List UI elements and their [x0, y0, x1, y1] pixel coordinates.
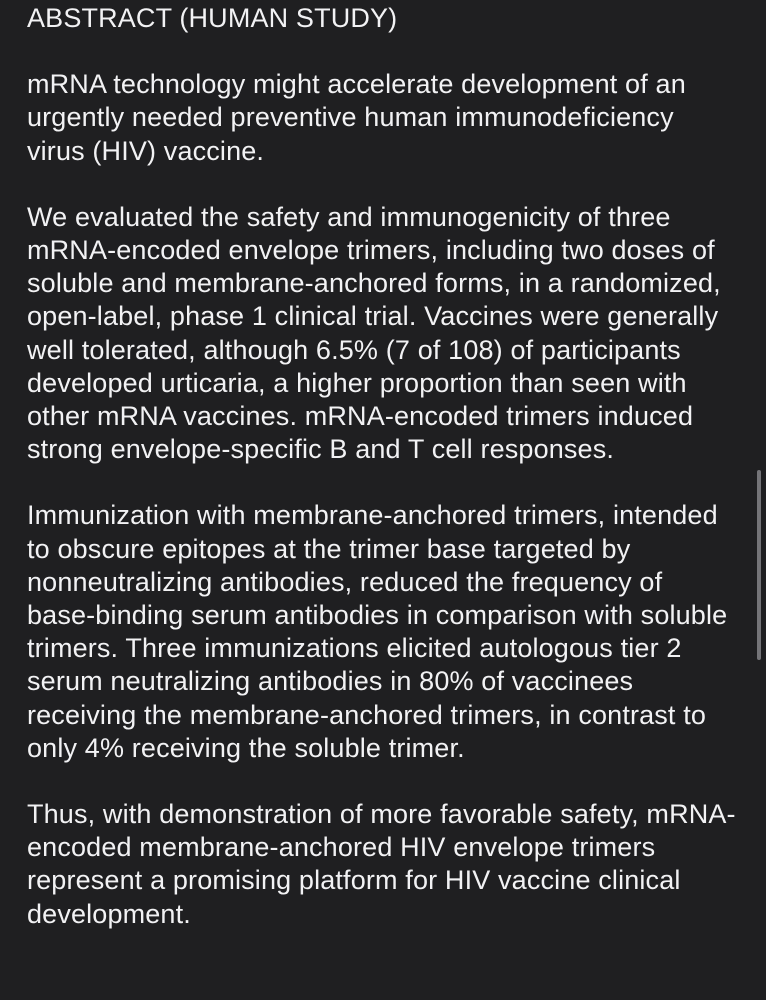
- abstract-heading: ABSTRACT (HUMAN STUDY): [27, 3, 398, 33]
- spacer: [27, 168, 737, 201]
- spacer: [27, 765, 737, 798]
- spacer: [27, 35, 737, 68]
- paragraph-intro: mRNA technology might accelerate development of an urgently needed preventive human immunodeficiency virus (HIV) vaccine.: [27, 69, 686, 166]
- document-body: [27, 2, 737, 931]
- paragraph-immunization: Immunization with membrane-anchored trimers, intended to obscure epitopes at the trimer base targeted by nonneutralizing antibodies, reduced the frequency of base-binding serum antibodies in comparison with soluble trimers. Three immunizations elicited autologous tier 2 serum neutralizing antibodies in 80% of vaccinees receiving the membrane-anchored trimers, in contrast to only 4% receiving the soluble trimer.: [27, 500, 728, 763]
- vertical-scrollbar[interactable]: [757, 470, 761, 660]
- spacer: [27, 466, 737, 499]
- paragraph-methods-results: We evaluated the safety and immunogenicity of three mRNA-encoded envelope trimers, including two doses of soluble and membrane-anchored forms, in a randomized, open-label, phase 1 clinical trial. Vaccines were generally well tolerated, although 6.5% (7 of 108) of participants developed urticaria, a higher proportion than seen with other mRNA vaccines. mRNA-encoded trimers induced strong envelope-specific B and T cell responses.: [27, 201, 721, 465]
- paragraph-conclusion: Thus, with demonstration of more favorable safety, mRNA-encoded membrane-anchored HIV envelope trimers represent a promising platform for HIV vaccine clinical development.: [27, 799, 736, 929]
